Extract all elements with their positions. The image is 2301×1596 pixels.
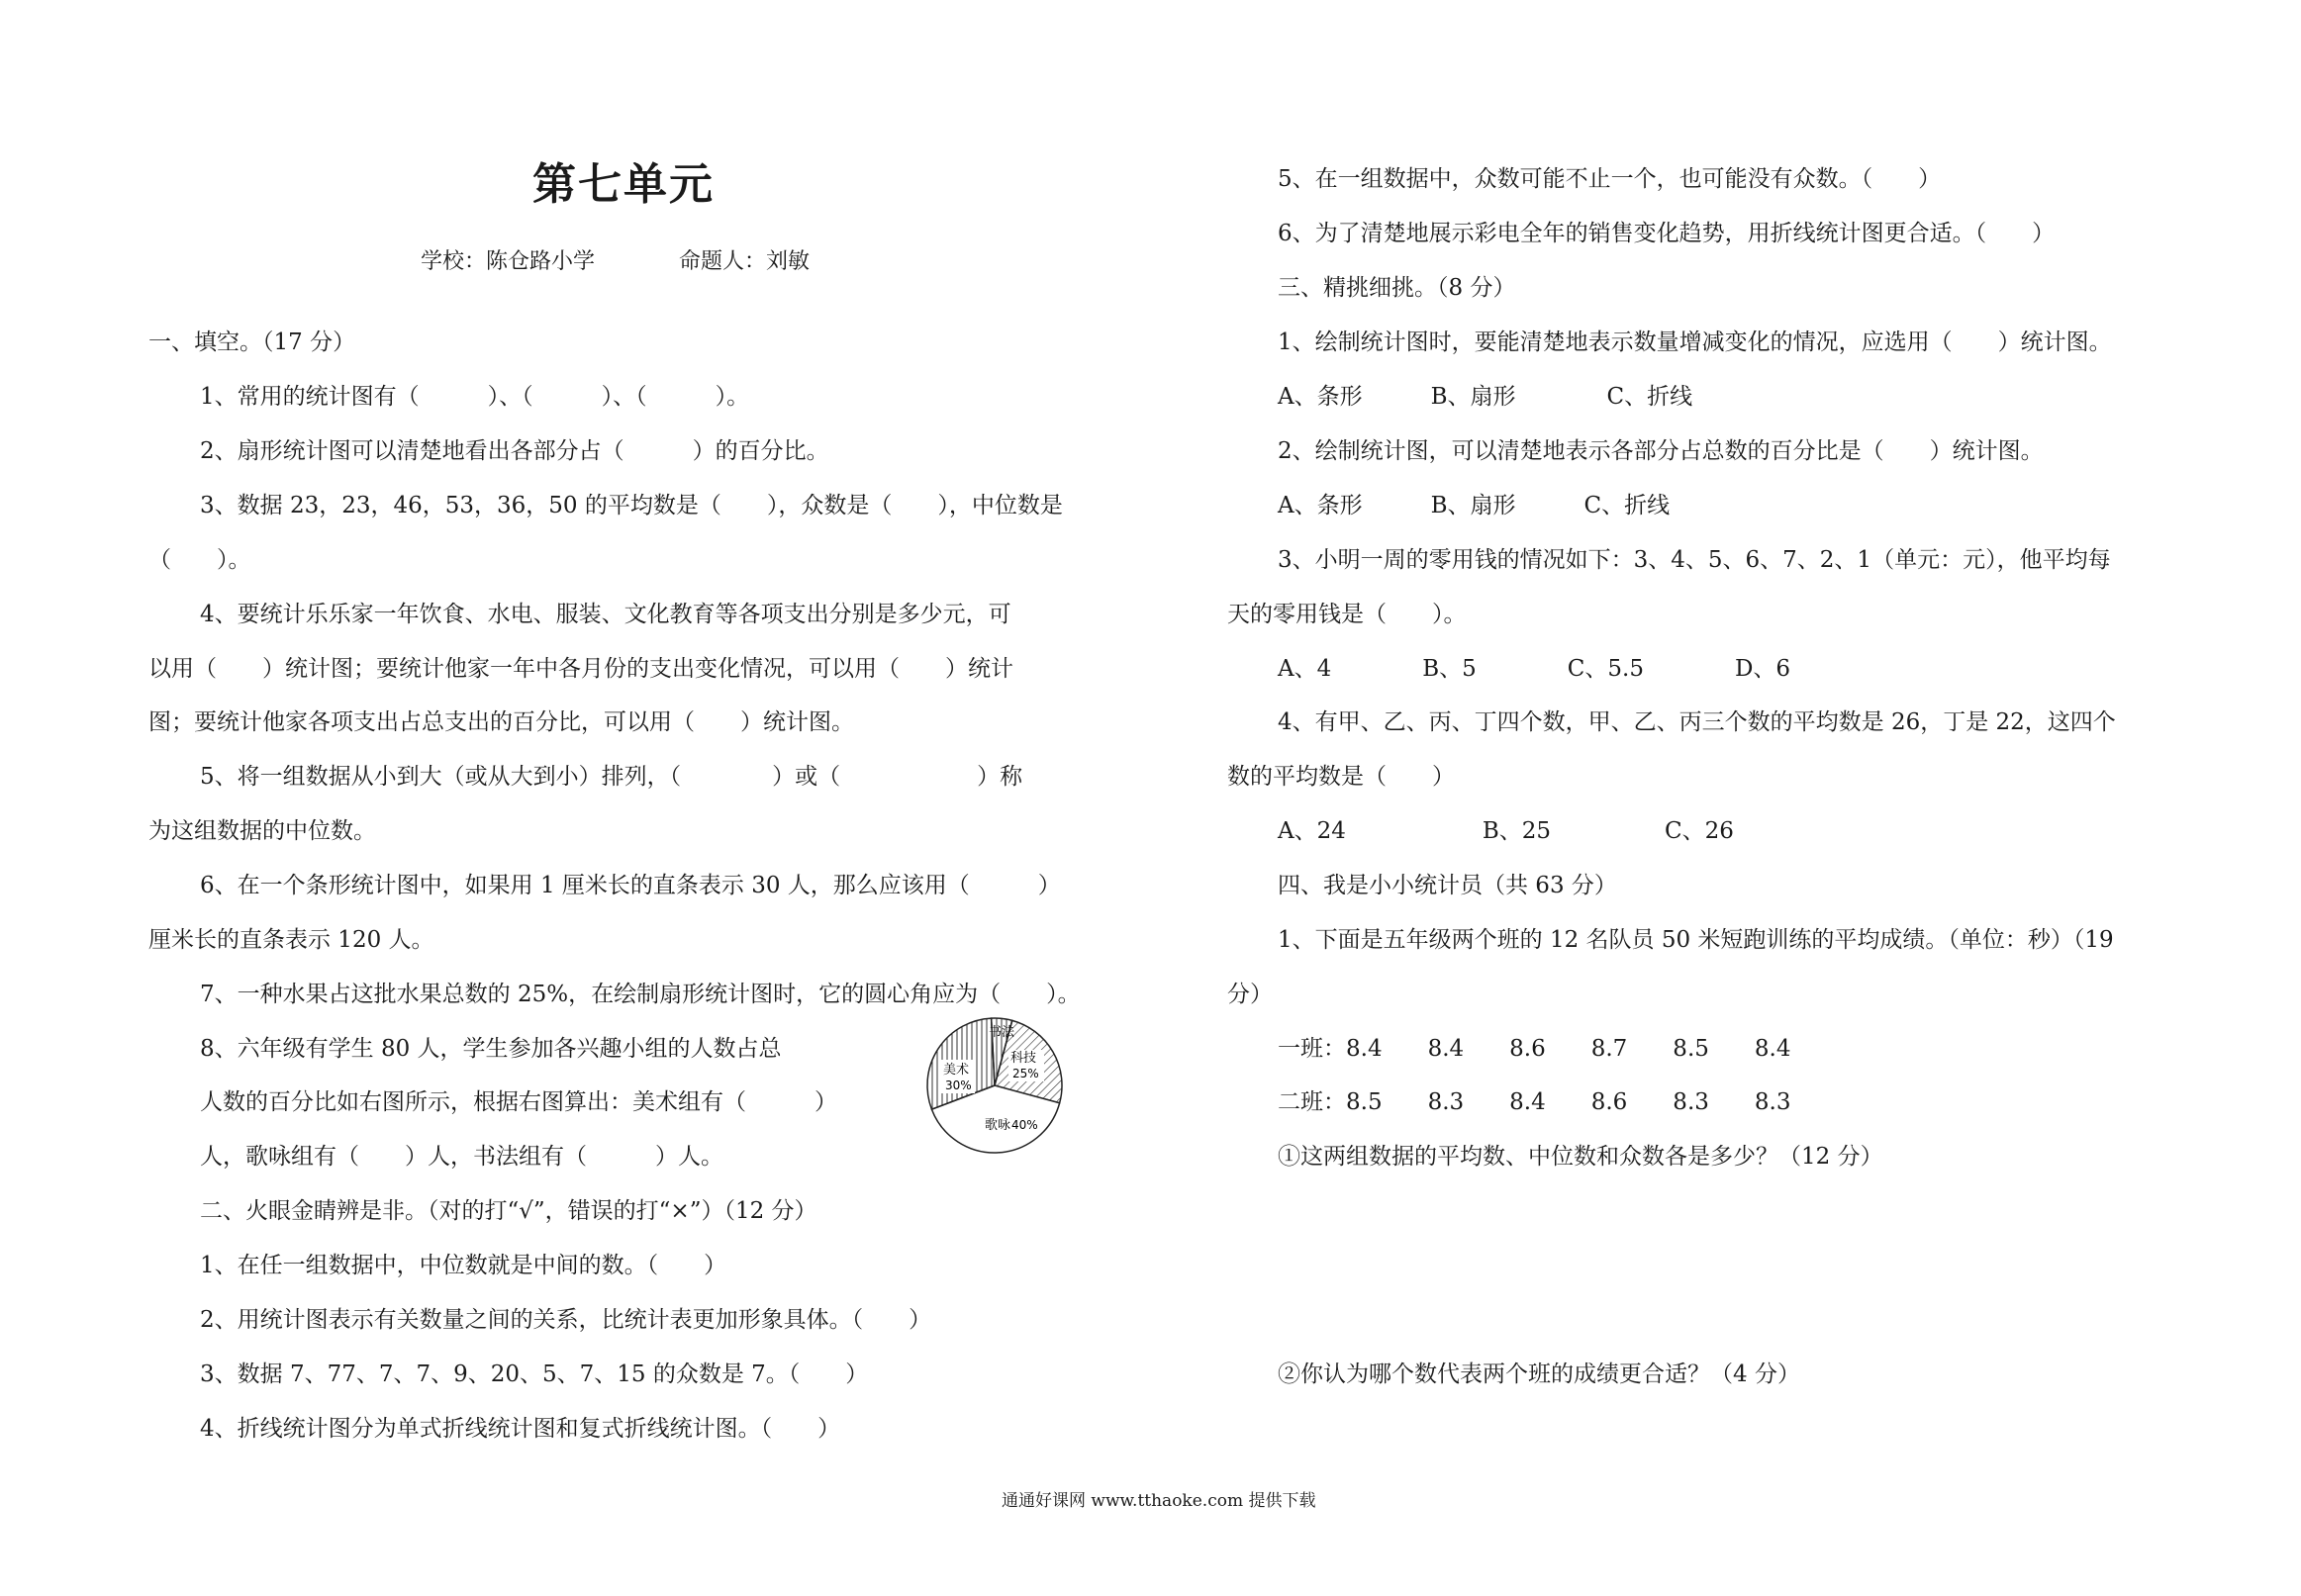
question-3-2: 2、绘制统计图，可以清楚地表示各部分占总数的百分比是（ ）统计图。: [1278, 438, 2044, 464]
question-3-1-options: A、条形 B、扇形 C、折线: [1278, 384, 1693, 410]
question-1-8-cont-2: 人，歌咏组有（ ）人，书法组有（ ）人。: [200, 1144, 723, 1170]
question-1-6-cont: 厘米长的直条表示 120 人。: [148, 927, 434, 953]
pie-pct-keji: 25%: [1012, 1067, 1039, 1080]
question-3-1: 1、绘制统计图时，要能清楚地表示数量增减变化的情况，应选用（ ）统计图。: [1278, 329, 2112, 355]
question-1-1: 1、常用的统计图有（ ）、（ ）、（ ）。: [200, 384, 750, 410]
interest-group-pie-chart: [925, 1014, 1084, 1163]
question-4-1-part-1: ①这两组数据的平均数、中位数和众数各是多少？（12 分）: [1278, 1144, 1883, 1170]
question-3-3-cont: 天的零用钱是（ ）。: [1227, 602, 1467, 627]
question-1-7: 7、一种水果占这批水果总数的 25%，在绘制扇形统计图时，它的圆心角应为（ ）。: [200, 982, 1081, 1007]
pie-pct-meishu: 30%: [945, 1079, 972, 1092]
question-3-4-options: A、24 B、25 C、26: [1278, 818, 1734, 844]
pie-label-meishu: 美术: [943, 1063, 970, 1078]
question-1-3: 3、数据 23，23，46，53，36，50 的平均数是（ ），众数是（ ），中位数是: [200, 493, 1063, 518]
section-2-heading: 二、火眼金睛辨是非。（对的打“√”，错误的打“×”）（12 分）: [200, 1198, 817, 1224]
pie-label-keji: 科技: [1010, 1051, 1037, 1066]
question-3-4-cont: 数的平均数是（ ）: [1227, 764, 1455, 790]
section-4-heading: 四、我是小小统计员（共 63 分）: [1278, 873, 1617, 898]
question-4-1: 1、下面是五年级两个班的 12 名队员 50 米短跑训练的平均成绩。（单位：秒）（19: [1278, 927, 2114, 953]
question-3-3-options: A、4 B、5 C、5.5 D、6: [1278, 656, 1791, 682]
question-2-5: 5、在一组数据中，众数可能不止一个，也可能没有众数。（ ）: [1278, 166, 1942, 192]
pie-label-shufa: 书法: [989, 1025, 1015, 1040]
class-2-scores: 二班：8.5 8.3 8.4 8.6 8.3 8.3: [1278, 1089, 1791, 1115]
question-2-6: 6、为了清楚地展示彩电全年的销售变化趋势，用折线统计图更合适。（ ）: [1278, 221, 2056, 246]
question-1-6: 6、在一个条形统计图中，如果用 1 厘米长的直条表示 30 人，那么应该用（ ）: [200, 873, 1061, 898]
question-1-8: 8、六年级有学生 80 人，学生参加各兴趣小组的人数占总: [200, 1036, 782, 1062]
question-2-2: 2、用统计图表示有关数量之间的关系，比统计表更加形象具体。（ ）: [200, 1307, 932, 1333]
page-title: 第七单元: [532, 159, 715, 210]
question-1-2: 2、扇形统计图可以清楚地看出各部分占（ ）的百分比。: [200, 438, 829, 464]
question-1-4: 4、要统计乐乐家一年饮食、水电、服装、文化教育等各项支出分别是多少元，可: [200, 602, 1011, 627]
question-3-4: 4、有甲、乙、丙、丁四个数，甲、乙、丙三个数的平均数是 26，丁是 22，这四个: [1278, 709, 2116, 735]
question-1-5-cont: 为这组数据的中位数。: [148, 818, 376, 844]
question-4-1-cont: 分）: [1227, 982, 1273, 1007]
question-2-1: 1、在任一组数据中，中位数就是中间的数。（ ）: [200, 1253, 727, 1278]
question-2-4: 4、折线统计图分为单式折线统计图和复式折线统计图。（ ）: [200, 1416, 841, 1442]
section-1-heading: 一、填空。（17 分）: [148, 329, 356, 355]
question-1-5: 5、将一组数据从小到大（或从大到小）排列，（ ）或（ ）称: [200, 764, 1023, 790]
question-1-4-cont-1: 以用（ ）统计图；要统计他家一年中各月份的支出变化情况，可以用（ ）统计: [148, 656, 1013, 682]
section-3-heading: 三、精挑细挑。（8 分）: [1278, 275, 1516, 301]
question-4-1-part-2: ②你认为哪个数代表两个班的成绩更合适？（4 分）: [1278, 1361, 1800, 1387]
pie-pct-geyong: 40%: [1011, 1118, 1038, 1132]
author-label: 命题人：刘敏: [679, 249, 811, 274]
pie-label-geyong: 歌咏: [985, 1118, 1011, 1133]
question-1-4-cont-2: 图；要统计他家各项支出占总支出的百分比，可以用（ ）统计图。: [148, 709, 854, 735]
question-3-2-options: A、条形 B、扇形 C、折线: [1278, 493, 1671, 518]
question-1-8-cont-1: 人数的百分比如右图所示，根据右图算出：美术组有（ ）: [200, 1089, 837, 1115]
school-label: 学校：陈仓路小学: [421, 249, 596, 274]
page-footer: 通通好课网 www.tthaoke.com 提供下载: [1002, 1491, 1316, 1511]
question-3-3: 3、小明一周的零用钱的情况如下：3、4、5、6、7、2、1（单元：元），他平均每: [1278, 547, 2111, 573]
class-1-scores: 一班：8.4 8.4 8.6 8.7 8.5 8.4: [1278, 1036, 1791, 1062]
question-2-3: 3、数据 7、77、7、7、9、20、5、7、15 的众数是 7。（ ）: [200, 1361, 869, 1387]
question-1-3-cont: （ ）。: [148, 547, 251, 573]
